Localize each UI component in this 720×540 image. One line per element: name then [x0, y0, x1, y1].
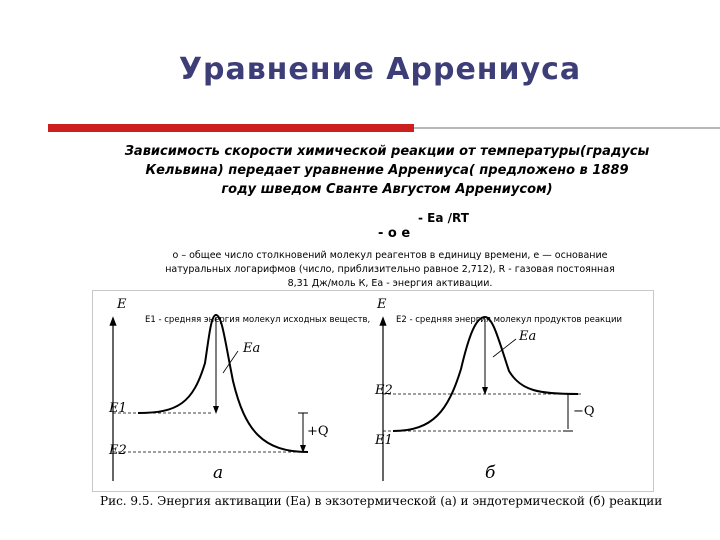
- formula-main: - o e: [378, 226, 411, 241]
- left-panel-letter: a: [213, 463, 224, 483]
- notes-line: o – общее число столкновений молекул реагентов в единицу времени, e — основание: [172, 250, 608, 261]
- notes-line: 8,31 Дж/моль К, Ea - энергия активации.: [287, 278, 493, 289]
- intro-line: Зависимость скорости химической реакции от температуры(градусы: [124, 144, 650, 159]
- right-axis-label: E: [377, 297, 387, 312]
- right-level-upper-label: E2: [375, 383, 393, 398]
- left-legend: E1 - средняя энергия молекул исходных веществ,: [145, 315, 371, 325]
- left-delta-label: +Q: [307, 424, 329, 439]
- left-axis-label: E: [117, 297, 127, 312]
- title-underline-rule: [414, 127, 720, 129]
- right-legend: E2 - средняя энергия молекул продуктов реакции: [396, 315, 622, 325]
- formula-exponent: - Ea /RT: [418, 211, 469, 225]
- right-ea-label: Ea: [519, 329, 537, 344]
- intro-paragraph: [92, 142, 682, 199]
- figure-caption: Рис. 9.5. Энергия активации (Ea) в экзотермической (a) и эндотермической (б) реакции: [100, 494, 663, 508]
- left-reaction-curve: [138, 315, 308, 452]
- right-panel-letter: б: [485, 463, 496, 483]
- intro-line: Кельвина) передает уравнение Аррениуса( предложено в 1889: [145, 163, 629, 178]
- right-level-lower-label: E1: [375, 433, 393, 448]
- activation-energy-figure: [92, 290, 654, 492]
- right-delta-label: −Q: [573, 404, 595, 419]
- formula-notes: [120, 249, 660, 291]
- left-level-lower-label: E2: [109, 443, 127, 458]
- notes-line: натуральных логарифмов (число, приблизительно равное 2,712), R - газовая постоянная: [165, 264, 615, 275]
- left-level-upper-label: E1: [109, 401, 127, 416]
- left-ea-label: Ea: [243, 341, 261, 356]
- title-underline-accent: [48, 124, 414, 132]
- slide-title: Уравнение Аррениуса: [178, 52, 582, 87]
- intro-line: году шведом Сванте Августом Аррениусом): [221, 182, 553, 197]
